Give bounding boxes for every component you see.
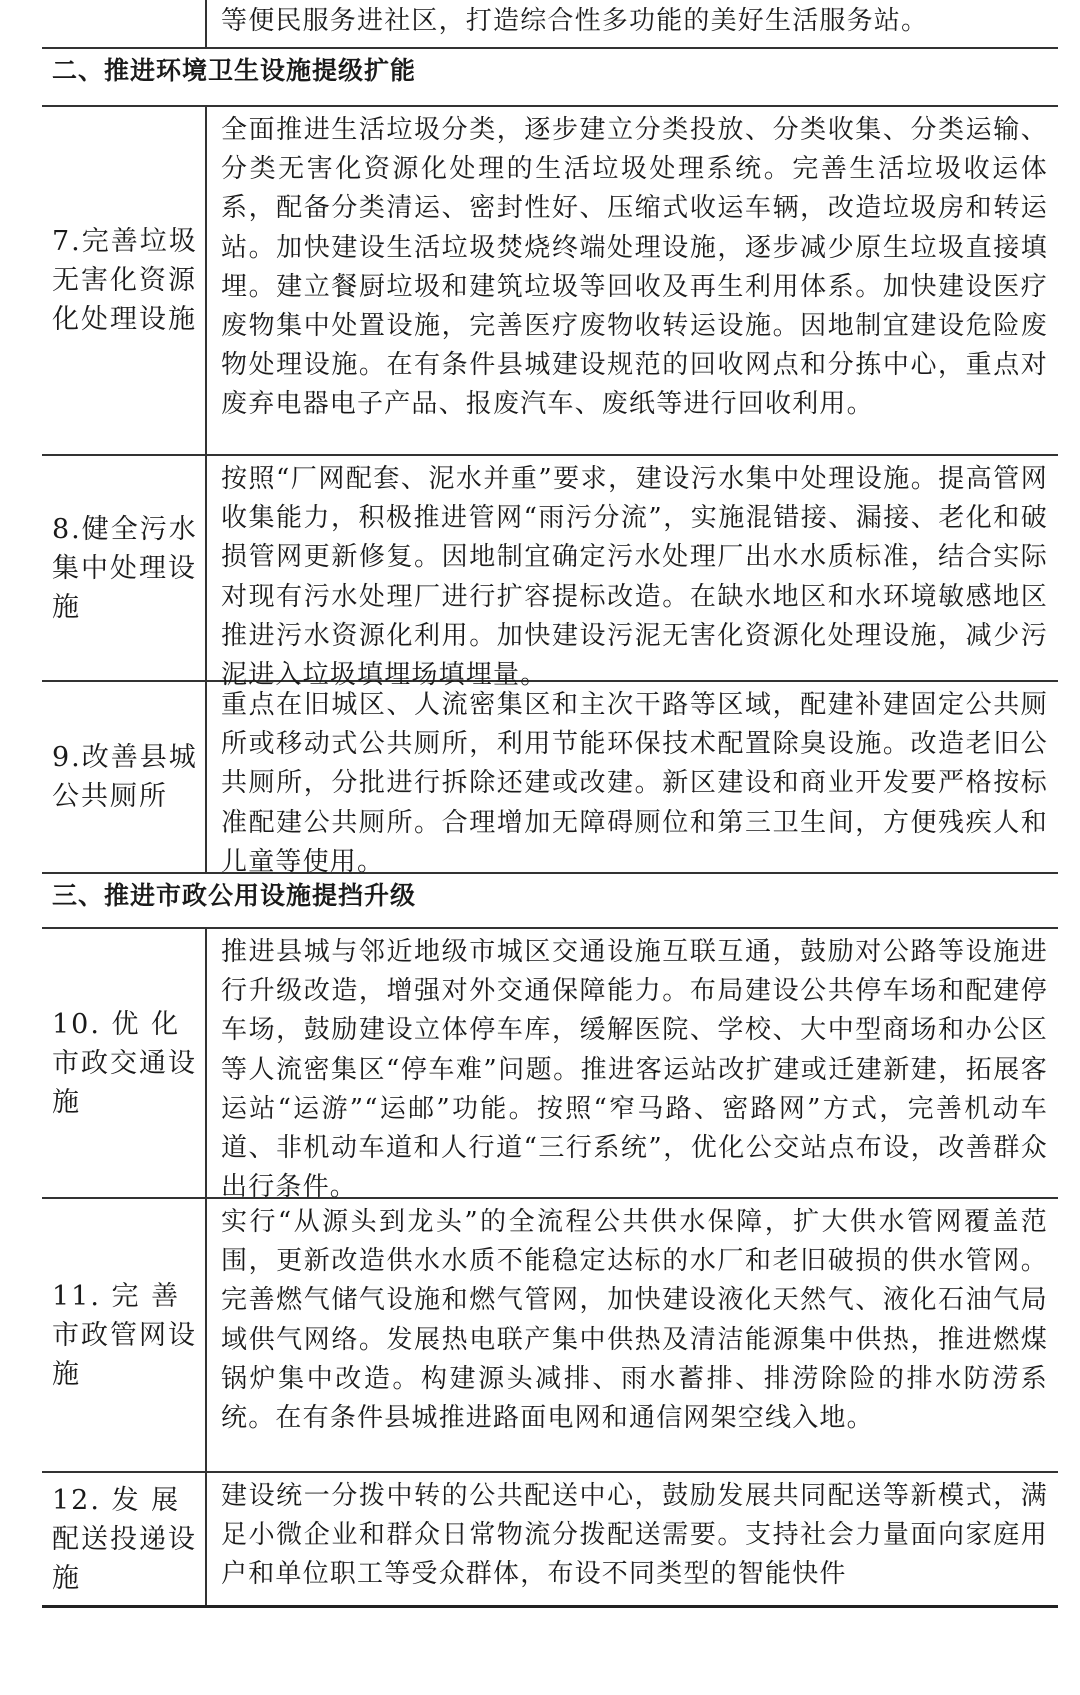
plan-table — [42, 0, 1058, 1608]
table-row — [42, 456, 1058, 691]
row-label-text: 11. 完 善 市政管网设施 — [52, 1280, 197, 1390]
row-label-text: 12. 发 展 配送投递设施 — [52, 1484, 197, 1594]
row-label — [42, 682, 207, 872]
section-heading: 三、推进市政公用设施提挡升级 — [42, 874, 1058, 929]
row-label — [42, 929, 207, 1197]
table-row — [42, 107, 1058, 456]
table-row — [42, 1473, 1058, 1605]
row-content: 建设统一分拨中转的公共配送中心，鼓励发展共同配送等新模式，满足小微企业和群众日常物流分拨配送需要。支持社会力量面向家庭用户和单位职工等受众群体，布设不同类型的智能快件 — [221, 1481, 1048, 1590]
table-row — [42, 682, 1058, 877]
row-label — [42, 107, 207, 454]
row-content: 等便民服务进社区，打造综合性多功能的美好生活服务站。 — [221, 6, 929, 36]
table-row — [42, 929, 1058, 1203]
table-row — [42, 1199, 1058, 1473]
row-label-text: 9.改善县城公共厕所 — [52, 742, 198, 812]
row-label-text: 7.完善垃圾无害化资源化处理设施 — [52, 226, 198, 335]
row-content: 重点在旧城区、人流密集区和主次干路等区域，配建补建固定公共厕所或移动式公共厕所，利用节能环保技术配置除臭设施。改造老旧公共厕所，分批进行拆除还建或改建。新区建设和商业开发要严格按标准配建公共厕所。合理增加无障碍厕位和第三卫生间，方便残疾人和儿童等使用。 — [221, 690, 1048, 877]
row-label — [42, 0, 207, 47]
section-heading: 二、推进环境卫生设施提级扩能 — [42, 49, 1058, 107]
table-row — [42, 0, 1058, 49]
row-label-text: 8.健全污水集中处理设施 — [52, 513, 198, 623]
row-content: 推进县城与邻近地级市城区交通设施互联互通，鼓励对公路等设施进行升级改造，增强对外交通保障能力。布局建设公共停车场和配建停车场，鼓励建设立体停车库，缓解医院、学校、大中型商场和办公区等人流密集区“停车难”问题。推进客运站改扩建或迁建新建，拓展客运站“运游”“运邮”功能。按照“窄马路、密路网”方式，完善机动车道、非机动车道和人行道“三行系统”，优化公交站点布设，改善群众出行条件。 — [221, 937, 1048, 1203]
row-label-text: 10. 优 化 市政交通设施 — [52, 1008, 197, 1118]
row-label — [42, 1473, 207, 1605]
row-content: 实行“从源头到龙头”的全流程公共供水保障，扩大供水管网覆盖范围，更新改造供水水质不能稳定达标的水厂和老旧破损的供水管网。完善燃气储气设施和燃气管网，加快建设液化天然气、液化石油气局域供气网络。发展热电联产集中供热及清洁能源集中供热，推进燃煤锅炉集中改造。构建源头减排、雨水蓄排、排涝除险的排水防涝系统。在有条件县城推进路面电网和通信网架空线入地。 — [221, 1207, 1048, 1434]
row-content: 全面推进生活垃圾分类，逐步建立分类投放、分类收集、分类运输、分类无害化资源化处理的生活垃圾处理系统。完善生活垃圾收运体系，配备分类清运、密封性好、压缩式收运车辆，改造垃圾房和转运站。加快建设生活垃圾焚烧终端处理设施，逐步减少原生垃圾直接填埋。建立餐厨垃圾和建筑垃圾等回收及再生利用体系。加快建设医疗废物集中处置设施，完善医疗废物收转运设施。因地制宜建设危险废物处理设施。在有条件县城建设规范的回收网点和分拣中心，重点对废弃电器电子产品、报废汽车、废纸等进行回收利用。 — [221, 115, 1048, 420]
row-label — [42, 1199, 207, 1471]
row-label — [42, 456, 207, 680]
row-content: 按照“厂网配套、泥水并重”要求，建设污水集中处理设施。提高管网收集能力，积极推进管网“雨污分流”，实施混错接、漏接、老化和破损管网更新修复。因地制宜确定污水处理厂出水水质标准，结合实际对现有污水处理厂进行扩容提标改造。在缺水地区和水环境敏感地区推进污水资源化利用。加快建设污泥无害化资源化处理设施，减少污泥进入垃圾填埋场填埋量。 — [221, 464, 1048, 691]
